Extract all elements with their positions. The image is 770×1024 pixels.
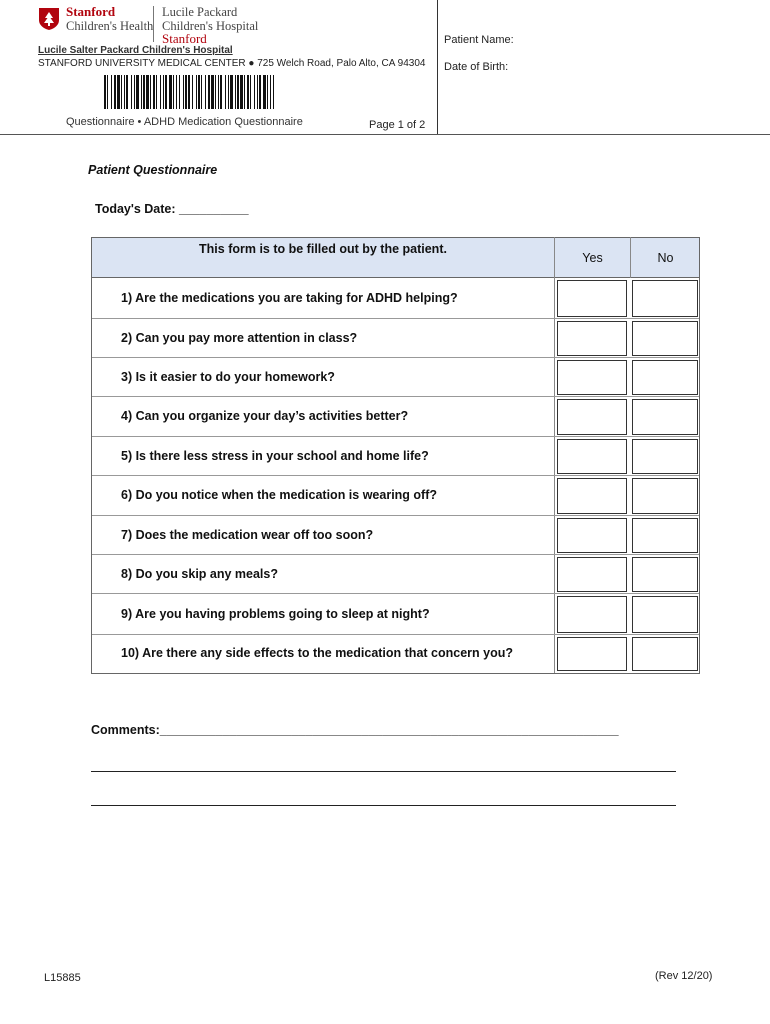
barcode-bar (153, 75, 155, 109)
yes-checkbox[interactable] (557, 321, 627, 356)
barcode-bar (192, 75, 193, 109)
question-row (92, 635, 699, 673)
barcode-bar (185, 75, 187, 109)
barcode-bar (218, 75, 219, 109)
barcode-bar (146, 75, 149, 109)
no-checkbox[interactable] (632, 637, 698, 671)
date-of-birth-field[interactable]: Date of Birth: (444, 61, 509, 73)
barcode-bar (225, 75, 226, 109)
question-row (92, 555, 699, 594)
form-code: L15885 (44, 972, 81, 984)
barcode-bar (259, 75, 261, 109)
barcode-bar (230, 75, 233, 109)
barcode-bar (141, 75, 142, 109)
yes-checkbox[interactable] (557, 478, 627, 514)
barcode-bar (205, 75, 206, 109)
form-title: Questionnaire • ADHD Medication Questionnaire (66, 116, 303, 128)
barcode-bar (273, 75, 274, 109)
barcode-bar (220, 75, 222, 109)
no-checkbox[interactable] (632, 321, 698, 356)
stanford-tree-logo-icon (38, 7, 60, 31)
no-checkbox[interactable] (632, 596, 698, 633)
yes-checkbox[interactable] (557, 439, 627, 474)
yes-checkbox[interactable] (557, 360, 627, 395)
no-checkbox[interactable] (632, 360, 698, 395)
barcode-bar (124, 75, 125, 109)
brand-childrens-health: Children's Health (66, 19, 154, 33)
question-text: 3) Is it easier to do your homework? (121, 369, 335, 384)
barcode-bar (208, 75, 210, 109)
question-text: 2) Can you pay more attention in class? (121, 330, 358, 345)
question-row (92, 437, 699, 476)
comments-line-3[interactable] (91, 805, 676, 806)
table-header-row (92, 237, 699, 278)
question-row (92, 358, 699, 397)
question-row (92, 319, 699, 358)
questionnaire-table (91, 237, 700, 674)
question-text: 6) Do you notice when the medication is wearing off? (121, 488, 438, 502)
barcode-bar (107, 75, 108, 109)
question-row (92, 516, 699, 555)
barcode-bar (250, 75, 251, 109)
question-row (92, 397, 699, 437)
barcode-bar (188, 75, 190, 109)
barcode-bar (173, 75, 174, 109)
no-checkbox[interactable] (632, 518, 698, 553)
section-title: Patient Questionnaire (88, 163, 218, 177)
barcode-bar (143, 75, 145, 109)
column-header-no: No (657, 251, 674, 265)
revision-date: (Rev 12/20) (655, 970, 713, 982)
barcode-bar (111, 75, 112, 109)
yes-checkbox[interactable] (557, 280, 627, 317)
barcode-bar (270, 75, 271, 109)
barcode-bar (267, 75, 268, 109)
barcode-bar (215, 75, 216, 109)
barcode-bar (198, 75, 200, 109)
barcode-bar (179, 75, 180, 109)
barcode-bar (183, 75, 184, 109)
barcode-bar (165, 75, 167, 109)
barcode-bar (114, 75, 116, 109)
brand-lucile-packard: Lucile Packard (162, 5, 238, 19)
question-text: 5) Is there less stress in your school and home life? (121, 448, 429, 463)
barcode-bar (254, 75, 255, 109)
no-checkbox[interactable] (632, 399, 698, 435)
question-row (92, 594, 699, 635)
no-checkbox[interactable] (632, 280, 698, 317)
barcode-bar (150, 75, 151, 109)
header-divider-vertical (437, 0, 438, 134)
barcode-bar (244, 75, 245, 109)
barcode-bar (263, 75, 266, 109)
barcode-bar (257, 75, 258, 109)
barcode-bar (228, 75, 229, 109)
no-checkbox[interactable] (632, 557, 698, 592)
brand-stanford-red: Stanford (162, 31, 207, 46)
column-header-yes: Yes (582, 251, 603, 265)
no-checkbox[interactable] (632, 439, 698, 474)
barcode-bar (131, 75, 132, 109)
barcode-bar (169, 75, 172, 109)
barcode-bar (196, 75, 197, 109)
question-text: 7) Does the medication wear off too soon? (121, 527, 374, 542)
barcode-bar (117, 75, 120, 109)
barcode-bar (156, 75, 157, 109)
barcode-bar (104, 75, 106, 109)
barcode-bar (160, 75, 161, 109)
yes-checkbox[interactable] (557, 518, 627, 553)
yes-checkbox[interactable] (557, 637, 627, 671)
barcode-bar (136, 75, 139, 109)
barcode-bar (126, 75, 128, 109)
comments-line-2[interactable] (91, 771, 676, 772)
barcode-bar (163, 75, 164, 109)
barcode-bar (201, 75, 202, 109)
barcode-bar (247, 75, 249, 109)
question-text: 4) Can you organize your day’s activities better? (121, 409, 409, 423)
brand-divider (153, 6, 154, 42)
brand-stanford: Stanford (66, 4, 116, 19)
comments-field[interactable]: Comments:__________________________________________________________________ (91, 723, 619, 737)
question-text: 1) Are the medications you are taking for ADHD helping? (121, 290, 458, 305)
yes-checkbox[interactable] (557, 557, 627, 592)
barcode-bar (176, 75, 177, 109)
hospital-address: STANFORD UNIVERSITY MEDICAL CENTER ● 725 Welch Road, Palo Alto, CA 94304 (38, 58, 426, 69)
barcode-bar (134, 75, 135, 109)
barcode-bar (240, 75, 243, 109)
question-row (92, 278, 699, 319)
yes-checkbox[interactable] (557, 399, 627, 435)
question-text: 10) Are there any side effects to the medication that concern you? (121, 646, 513, 660)
page-number: Page 1 of 2 (369, 119, 426, 131)
table-header-instructions: This form is to be filled out by the patient. (199, 242, 447, 256)
column-divider-no (630, 237, 631, 278)
hospital-name: Lucile Salter Packard Children's Hospital (38, 45, 233, 56)
todays-date-field[interactable]: Today's Date: __________ (95, 202, 249, 216)
question-text: 8) Do you skip any meals? (121, 566, 278, 581)
barcode-bar (121, 75, 122, 109)
no-checkbox[interactable] (632, 478, 698, 514)
header-divider-horizontal (0, 134, 770, 135)
barcode-bar (211, 75, 214, 109)
barcode-bar (237, 75, 239, 109)
question-text: 9) Are you having problems going to sleep at night? (121, 606, 430, 621)
question-row (92, 476, 699, 516)
barcode-bar (235, 75, 236, 109)
barcode-icon (104, 75, 274, 109)
patient-name-field[interactable]: Patient Name: (444, 34, 514, 46)
yes-checkbox[interactable] (557, 596, 627, 633)
brand-childrens-hospital: Children's Hospital (162, 19, 259, 33)
